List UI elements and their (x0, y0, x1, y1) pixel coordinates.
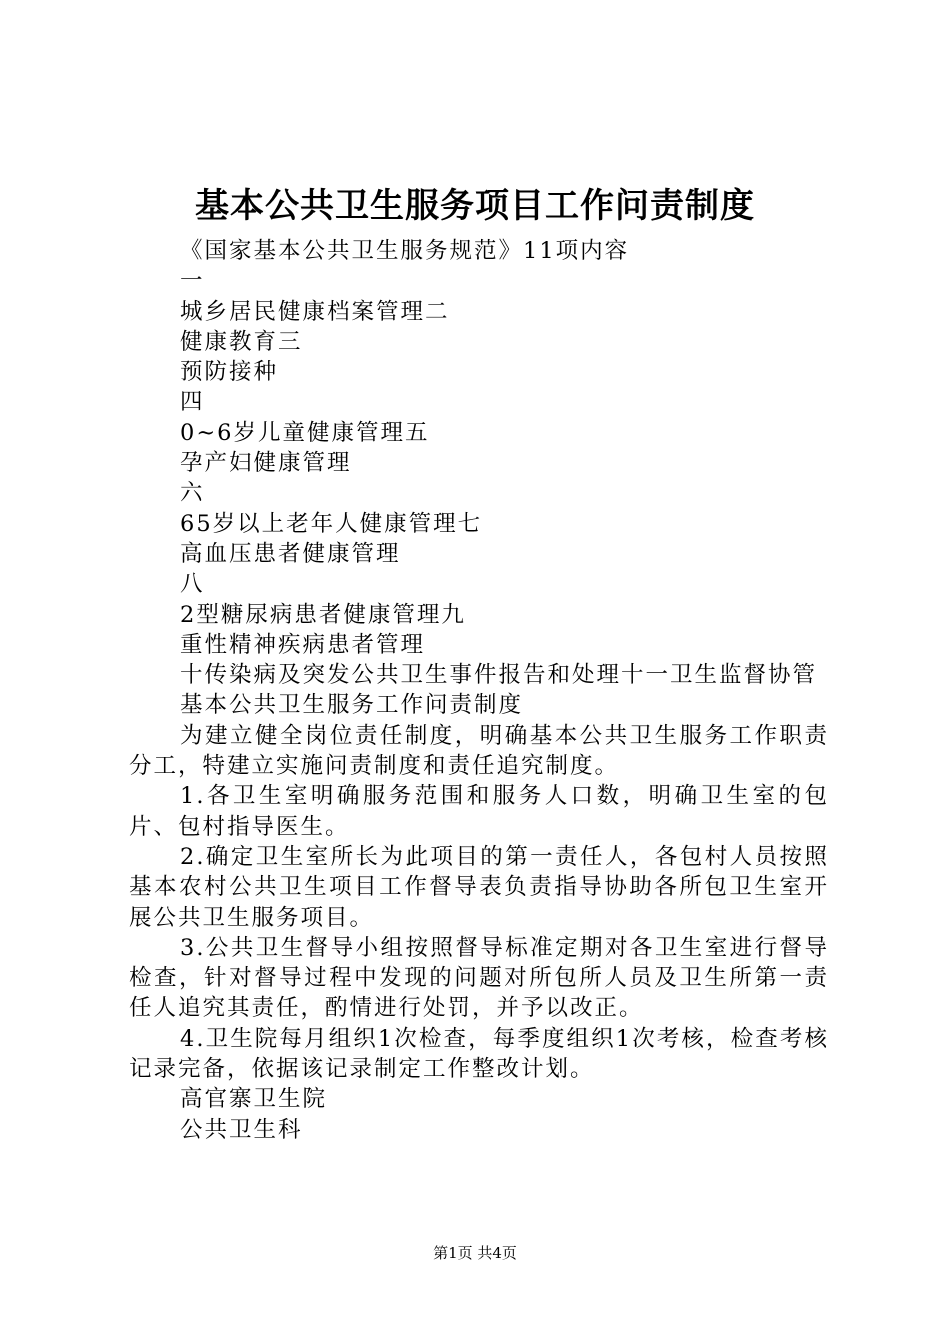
list-item: 城乡居民健康档案管理二 (180, 298, 450, 325)
page-number: 第1页 共4页 (433, 1244, 517, 1262)
list-item: 预防接种 (180, 359, 279, 386)
service-standard-heading: 《国家基本公共卫生服务规范》11项内容 (180, 238, 630, 264)
list-item: 八 (180, 571, 205, 598)
list-item: 2型糖尿病患者健康管理九 (180, 601, 466, 628)
list-item-ten-eleven: 十传染病及突发公共卫生事件报告和处理十一卫生监督协管 (180, 662, 818, 689)
list-item: 0~6岁儿童健康管理五 (180, 419, 430, 446)
list-item: 六 (180, 480, 205, 507)
list-item: 一 (180, 268, 205, 295)
list-item: 高血压患者健康管理 (180, 540, 401, 567)
document-body (129, 236, 829, 1145)
rule-paragraph: 1.各卫生室明确服务范围和服务人口数，明确卫生室的包片、包村指导医生。 (129, 783, 829, 840)
list-item: 健康教育三 (180, 328, 303, 355)
rule-paragraph: 3.公共卫生督导小组按照督导标准定期对各卫生室进行督导检查，针对督导过程中发现的问题对所包所人员及卫生所第一责任人追究其责任，酌情进行处罚，并予以改正。 (129, 934, 829, 1022)
intro-paragraph: 为建立健全岗位责任制度，明确基本公共卫生服务工作职责分工，特建立实施问责制度和责任追究制度。 (129, 722, 829, 780)
list-item: 重性精神疾病患者管理 (180, 631, 426, 658)
rule-paragraph: 2.确定卫生室所长为此项目的第一责任人，各包村人员按照基本农村公共卫生项目工作督导表负责指导协助各所包卫生室开展公共卫生服务项目。 (129, 843, 829, 931)
signature-department: 公共卫生科 (180, 1116, 303, 1143)
list-item: 65岁以上老年人健康管理七 (180, 510, 483, 537)
list-item: 四 (180, 389, 205, 416)
section-heading: 基本公共卫生服务工作问责制度 (180, 692, 524, 719)
list-item: 孕产妇健康管理 (180, 450, 352, 477)
rule-paragraph: 4.卫生院每月组织1次检查，每季度组织1次考核，检查考核记录完备，依据该记录制定工作整改计划。 (129, 1025, 829, 1083)
signature-organization: 高官寨卫生院 (180, 1086, 328, 1113)
document-title: 基本公共卫生服务项目工作问责制度 (195, 186, 755, 226)
